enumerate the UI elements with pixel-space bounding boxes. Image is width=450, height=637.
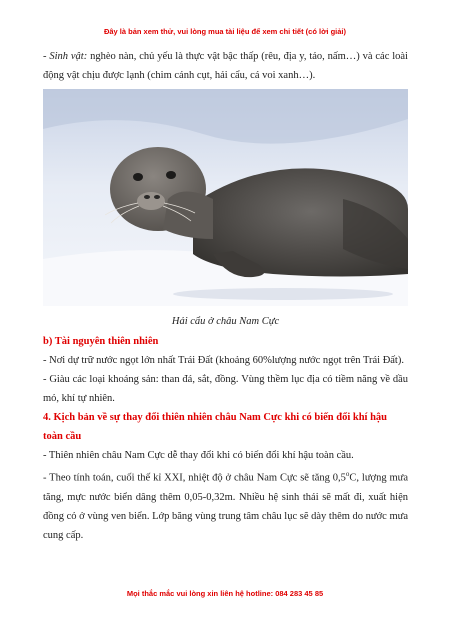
figure-caption: Hải cẩu ở châu Nam Cực [171,316,280,327]
section-b-paragraph-1: - Nơi dự trữ nước ngọt lớn nhất Trái Đất (khoảng 60%lượng nước ngọt trên Trái Đất). [43,355,404,366]
section-b-title: b) Tài nguyên thiên nhiên [43,336,159,347]
document-body [43,47,408,545]
intro-text: nghèo nàn, chủ yếu là thực vật bậc thấp (rêu, địa y, tảo, nấm…) và các loài động vật chịu được lạnh (chim cánh cụt, hải cẩu, cá voi xanh…). [43,51,408,81]
intro-label: - Sinh vật: [43,51,88,62]
intro-paragraph [43,47,408,85]
preview-notice: Đây là bản xem thử, vui lòng mua tài liệu để xem chi tiết (có lời giải) [103,27,347,36]
hotline-notice: Mọi thắc mắc vui lòng xin liên hệ hotline: 084 283 45 85 [126,589,324,598]
section-4-paragraph-2 [43,465,408,545]
section-b-paragraph-2: - Giàu các loại khoáng sản: than đá, sắt, đồng. Vùng thềm lục địa có tiềm năng về dầu mỏ, khí tự nhiên. [43,374,408,404]
seal-photo [43,89,408,306]
section-4-p2-start: - Theo tính toán, cuối thế kỉ XXI, nhiệt độ ở châu Nam Cực sẽ tăng 0,5 [43,472,346,484]
section-4-title: 4. Kịch bản về sự thay đổi thiên nhiên châu Nam Cực khi có biến đổi khí hậu toàn cầu [43,412,388,442]
section-4-p2-end: C, lượng mưa tăng, mực nước biển dâng thêm 0,05-0,32m. Nhiều hệ sinh thái sẽ mất đi, xuất hiện đồng cỏ ở vùng ven biển. Lớp băng vùng trung tâm châu lục sẽ dày thêm do nước mưa cung cấp. [43,472,408,541]
degree-mark: o [345,470,350,478]
section-4-paragraph-1: - Thiên nhiên châu Nam Cực dễ thay đổi khi có biến đổi khí hậu toàn cầu. [43,450,354,461]
